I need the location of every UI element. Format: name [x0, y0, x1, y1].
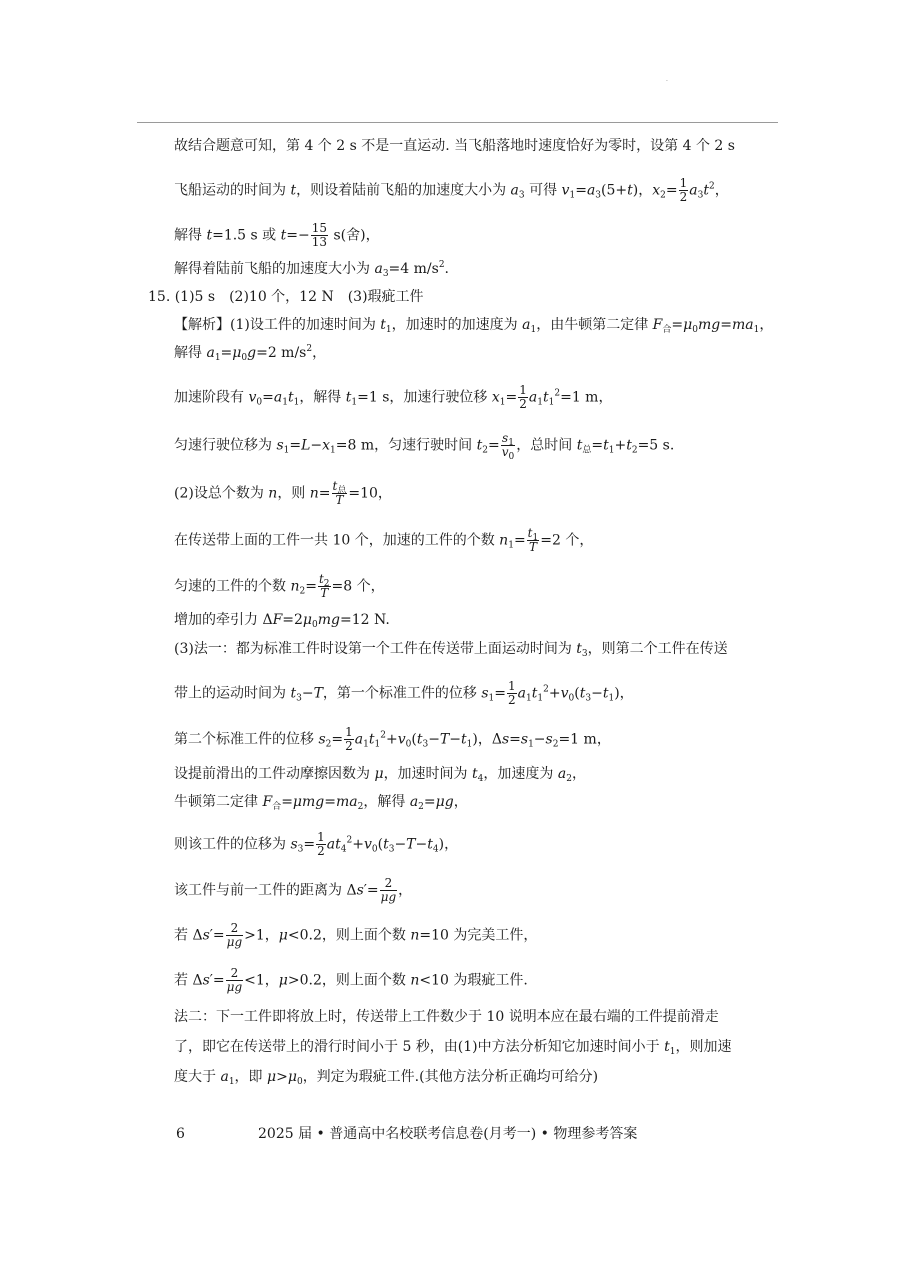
text-line: 解得 $a_1=\mu_0g=2$ $m/s^2$，	[174, 344, 327, 363]
text-line: 设提前滑出的工件动摩擦因数为 μ，加速时间为 $t_4$，加速度为 $a_2$，	[174, 766, 586, 784]
text-line: 度大于 $a_1$，即 $\mu>\mu_0$，判定为瑕疵工件.(其他方法分析正确均可给分)	[174, 1069, 599, 1087]
text-line: 牛顿第二定律 $F_合=\mu mg=ma_2$，解得 $a_2=\mu g$，	[174, 794, 468, 812]
text-line: 若 Δs′= $\frac{2}{\mu g}$ >1，μ<0.2，则上面个数 n=10 为完美工件，	[174, 921, 538, 949]
text-line: 解得 t=1.5 s 或 t=− $\frac{15}{13}$ s(舍)，	[174, 221, 380, 249]
text-line: 飞船运动的时间为 t，则设着陆前飞船的加速度大小为 $a_3$ 可得 $v_1=a_3(5+t)$，$x_2=$ $\frac{1}{2}$ $a_3t^2$，	[174, 176, 729, 204]
text-line: 匀速的工件的个数 $n_2=$ $\frac{t_2}{T}$ =8 个，	[174, 572, 385, 600]
answer-line: 15. (1)5 s (2)10 个，12 N (3)瑕疵工件	[148, 289, 424, 305]
text-line: (3)法一：都为标准工件时设第一个工件在传送带上面运动时间为 $t_3$，则第二个工件在传送	[174, 641, 728, 659]
text-line: (2)设总个数为 n，则 n= $\frac{t_总}{T}$ =10，	[174, 479, 392, 507]
footer-title: 2025 届 • 普通高中名校联考信息卷(月考一) • 物理参考答案	[258, 1126, 638, 1142]
text-line: 增加的牵引力 $\Delta F=2\mu_0mg=12$ N.	[174, 612, 390, 630]
text-line: 若 Δs′= $\frac{2}{\mu g}$ <1，μ>0.2，则上面个数 n<10 为瑕疵工件.	[174, 966, 528, 994]
page-number: 6	[176, 1126, 185, 1142]
text-line: 加速阶段有 $v_0=a_1t_1$，解得 $t_1=1$ s，加速行驶位移 $x_1=$ $\frac{1}{2}$ $a_1t_1^2=1$ m，	[174, 383, 613, 411]
text-line: 故结合题意可知，第 4 个 2 s 不是一直运动. 当飞船落地时速度恰好为零时，设第 4 个 2 s	[174, 138, 735, 154]
text-line: 在传送带上面的工件一共 10 个，加速的工件的个数 $n_1=$ $\frac{t_1}{T}$ =2 个，	[174, 526, 594, 554]
text-line: 该工件与前一工件的距离为 Δs′= $\frac{2}{\mu g}$ ，	[174, 876, 413, 904]
text-line: 带上的运动时间为 $t_3-T$，第一个标准工件的位移 $s_1=$ $\frac{1}{2}$ $a_1t_1^2+v_0(t_3-t_1)$，	[174, 679, 634, 707]
text-line: 法二：下一工件即将放上时，传送带上工件数少于 10 说明本应在最右端的工件提前滑走	[174, 1009, 719, 1025]
text-line: 解得着陆前飞船的加速度大小为 $a_3=4$ $m/s^2$.	[174, 260, 449, 279]
text-line: 【解析】(1)设工件的加速时间为 $t_1$，加速时的加速度为 $a_1$，由牛顿第二定律 $F_合=\mu_0mg=ma_1$，	[174, 317, 774, 335]
header-mark: .	[666, 76, 668, 83]
text-line: 则该工件的位移为 $s_3=$ $\frac{1}{2}$ $at_4^2+v_0(t_3-T-t_4)$，	[174, 830, 459, 858]
text-line: 匀速行驶位移为 $s_1=L-x_1=8$ m，匀速行驶时间 $t_2=$ $\frac{s_1}{v_0}$ ，总时间 $t_总=t_1+t_2=5$ s.	[174, 431, 675, 462]
text-line: 第二个标准工件的位移 $s_2=$ $\frac{1}{2}$ $a_1t_1^2+v_0(t_3-T-t_1)$，$\Delta s=s_1-s_2=1$ m，	[174, 725, 611, 753]
header-rule	[137, 122, 778, 123]
text-line: 了，即它在传送带上的滑行时间小于 5 秒，由(1)中方法分析知它加速时间小于 $t_1$，则加速	[174, 1039, 732, 1057]
